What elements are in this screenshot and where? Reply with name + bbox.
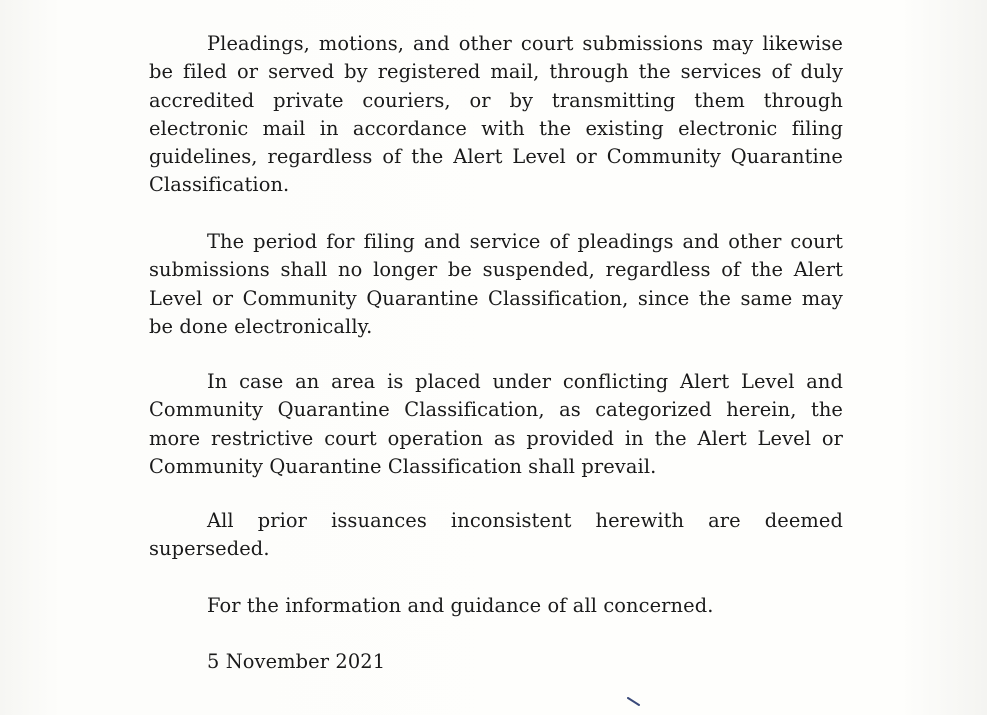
paragraph-filing-methods: Pleadings, motions, and other court submissions may likewise be filed or served by registered mail, through the services of duly accredited private couriers, or by transmitting them through electronic mail in accordance with the existing electronic filing guidelines, regardless of the Alert Level or Community Quarantine Classification.: [149, 32, 843, 197]
paragraph-filing-period: The period for filing and service of pleadings and other court submissions shall no longer be suspended, regardless of the Alert Level or Community Quarantine Classification, since the same may be done electronically.: [149, 230, 843, 338]
document-date: 5 November 2021: [207, 650, 386, 673]
paragraph-conflicting-classification: In case an area is placed under conflicting Alert Level and Community Quarantine Classification, as categorized herein, the more restrictive court operation as provided in the Alert Level or Community Quarantine Classification shall prevail.: [149, 370, 843, 478]
paragraph-superseded: All prior issuances inconsistent herewith are deemed superseded.: [149, 509, 843, 561]
pen-stroke-mark: [627, 697, 641, 707]
paragraph-closing: For the information and guidance of all concerned.: [207, 594, 714, 617]
